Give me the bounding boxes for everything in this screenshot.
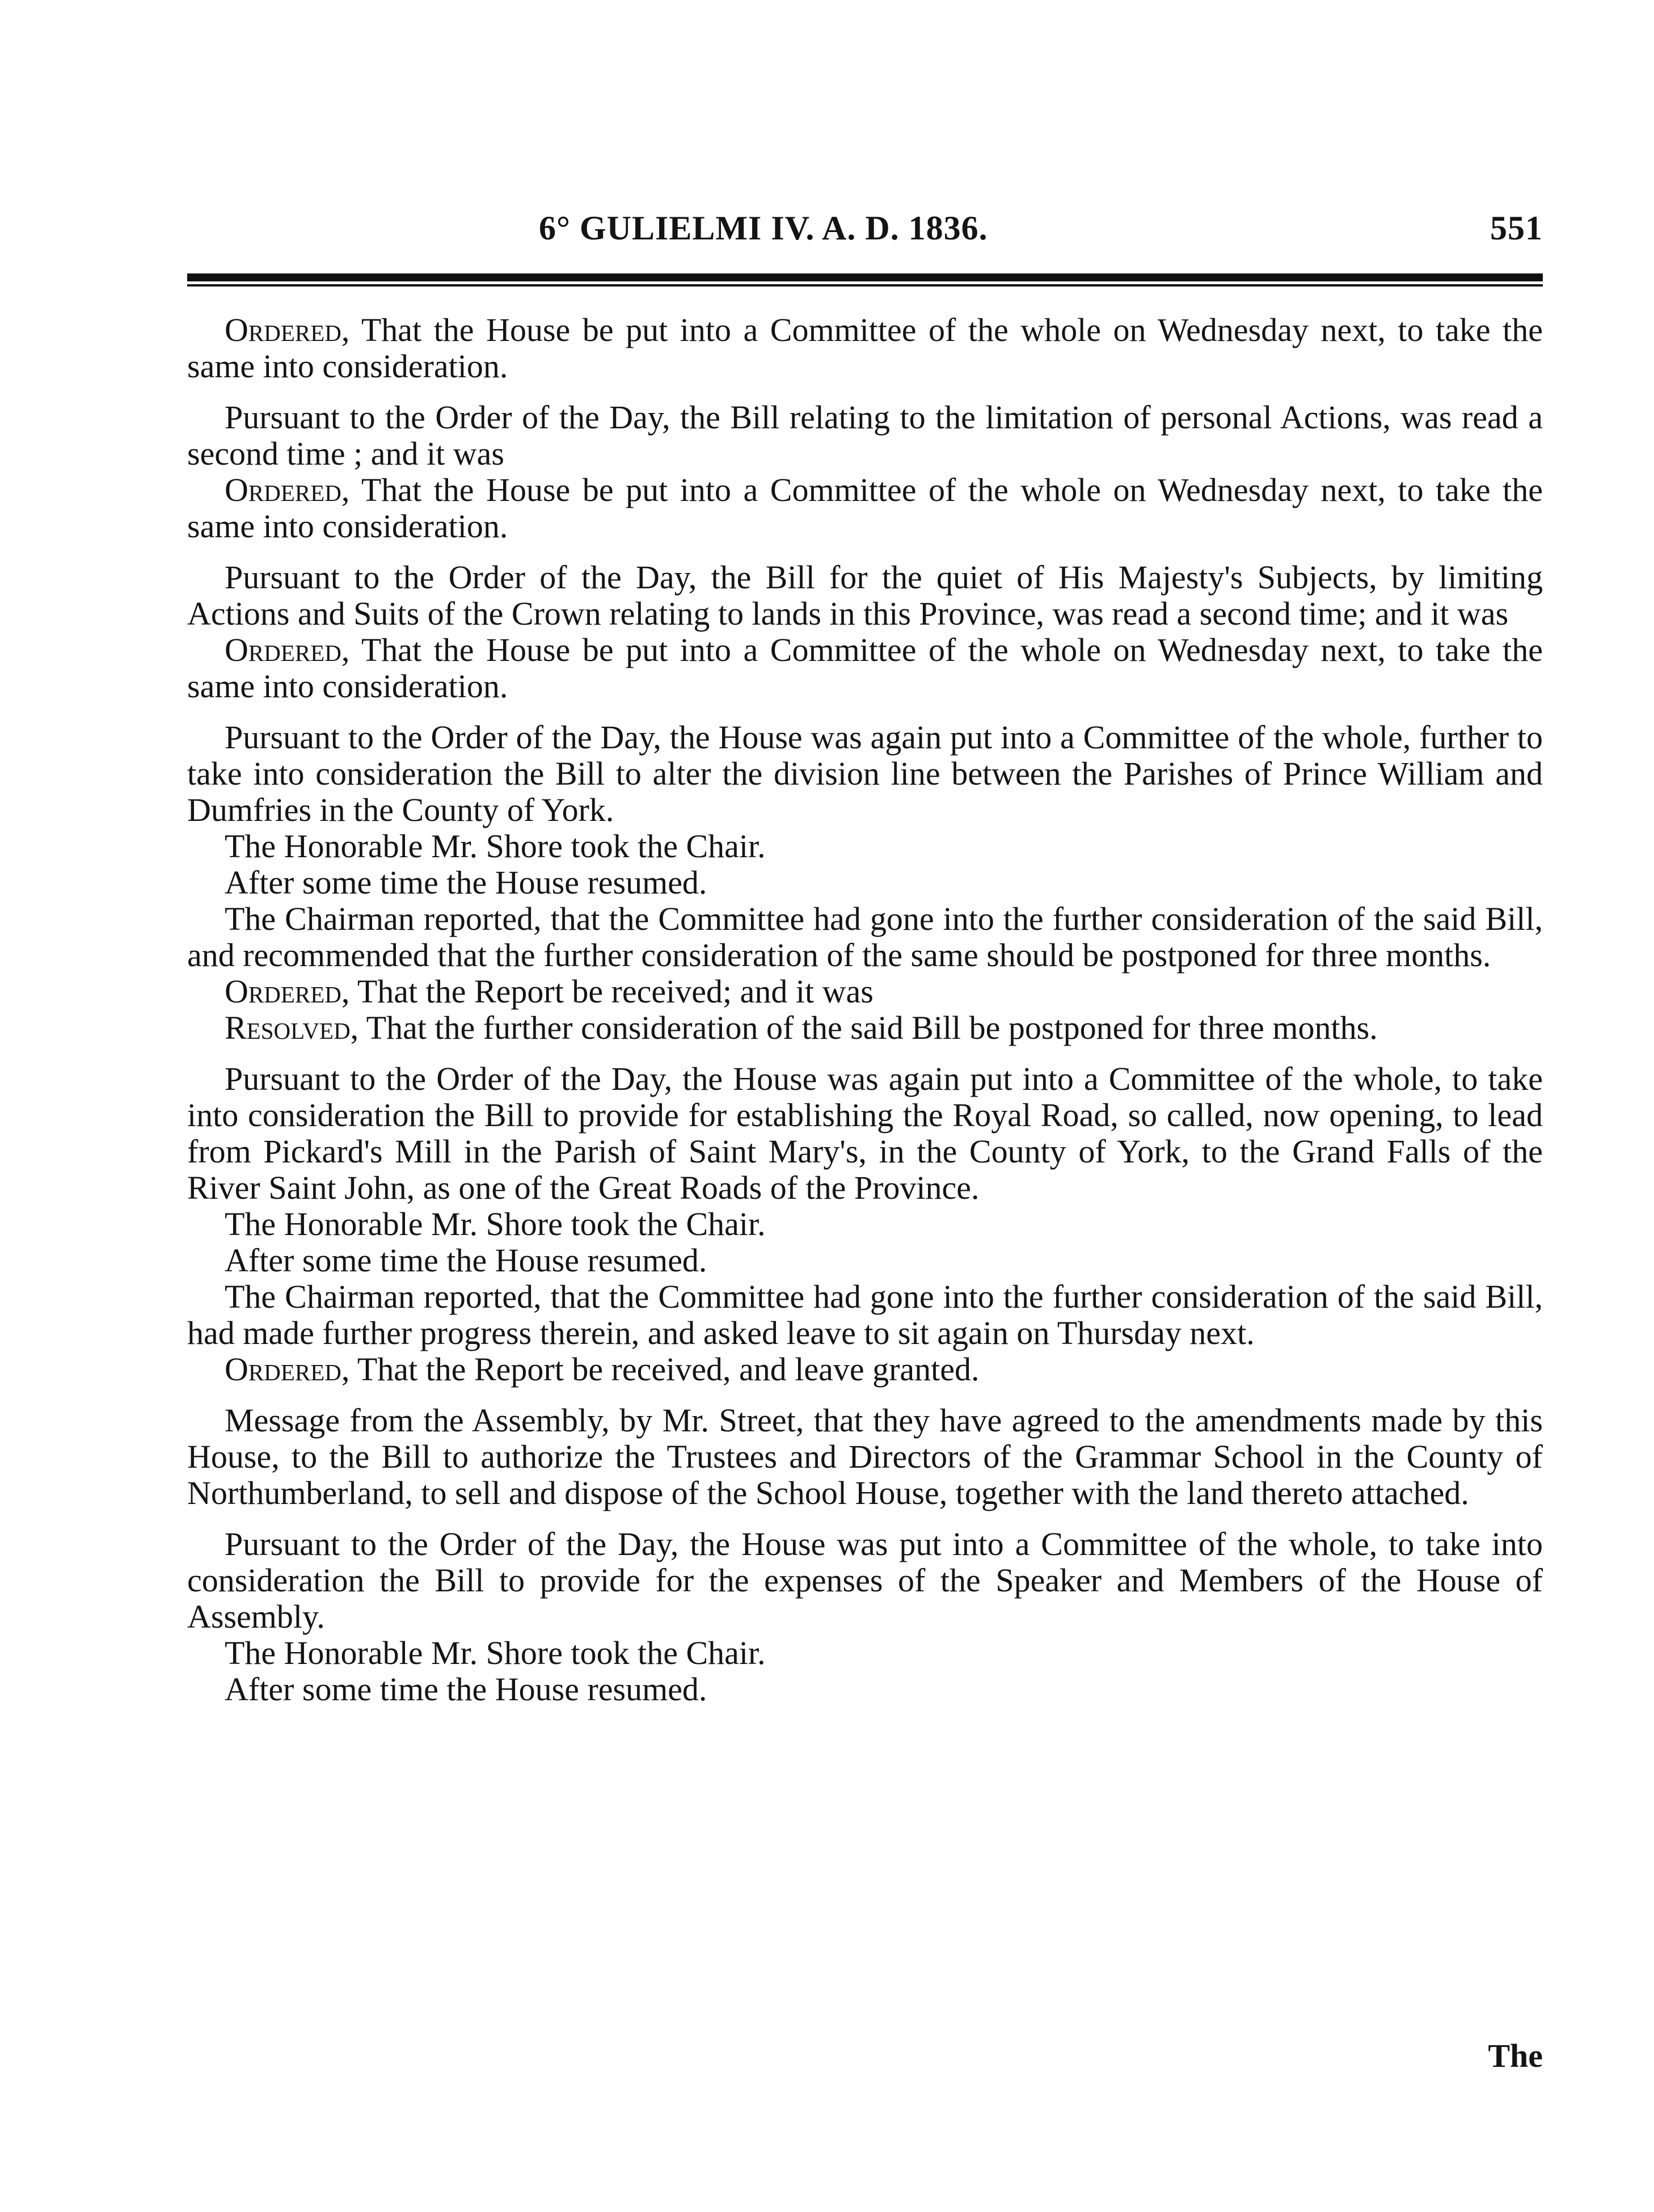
paragraph: [187, 1671, 1543, 1708]
paragraph-text: That the House be put into a Committee of the whole on Wednesday next, to take the same into consideration.: [187, 471, 1543, 545]
paragraph: [187, 901, 1543, 974]
paragraph-text: The Chairman reported, that the Committee had gone into the further consideration of the said Bill, and recommended that the further consideration of the same should be postponed for three months.: [187, 900, 1543, 974]
paragraph-text: After some time the House resumed.: [225, 1242, 707, 1279]
paragraph-text: Message from the Assembly, by Mr. Street, that they have agreed to the amendments made by this House, to the Bill to authorize the Trustees and Directors of the Grammar School in the County of Northumberland, to sell and dispose of the School House, together with the land thereto attached.: [187, 1402, 1543, 1511]
paragraph: [187, 1206, 1543, 1242]
paragraph-text: Pursuant to the Order of the Day, the House was again put into a Committee of the whole, further to take into consideration the Bill to alter the division line between the Parishes of Prince William and Dumfries in the County of York.: [187, 719, 1543, 828]
paragraph-text: Pursuant to the Order of the Day, the House was put into a Committee of the whole, to take into consideration the Bill to provide for the expenses of the Speaker and Members of the House of Assembly.: [187, 1526, 1543, 1635]
paragraph: [187, 1526, 1543, 1635]
paragraph-lead-word: Ordered,: [225, 471, 350, 508]
catchword: The: [1488, 2037, 1543, 2074]
paragraph-lead-word: Ordered,: [225, 973, 350, 1010]
running-header: [187, 209, 1543, 254]
paragraph: [187, 472, 1543, 545]
paragraph-text: Pursuant to the Order of the Day, the Bill relating to the limitation of personal Actions, was read a second time ; and it was: [187, 399, 1543, 472]
paragraph-lead-word: Resolved,: [225, 1009, 359, 1046]
paragraph-text: Pursuant to the Order of the Day, the Bill for the quiet of His Majesty's Subjects, by limiting Actions and Suits of the Crown relating to lands in this Province, was read a second time; and it was: [187, 559, 1543, 632]
paragraph-text: Pursuant to the Order of the Day, the House was again put into a Committee of the whole, to take into consideration the Bill to provide for establishing the Royal Road, so called, now opening, to lead from Pickard's Mill in the Parish of Saint Mary's, in the County of York, to the Grand Falls of the River Saint John, as one of the Great Roads of the Province.: [187, 1060, 1543, 1206]
paragraph-text: That the further consideration of the said Bill be postponed for three months.: [366, 1009, 1378, 1046]
paragraph-text: The Honorable Mr. Shore took the Chair.: [225, 828, 766, 865]
paragraph: [187, 312, 1543, 385]
journal-body: [187, 312, 1543, 1708]
paragraph-text: The Chairman reported, that the Committee had gone into the further consideration of the said Bill, had made further progress therein, and asked leave to sit again on Thursday next.: [187, 1278, 1543, 1351]
paragraph-text: The Honorable Mr. Shore took the Chair.: [225, 1634, 766, 1671]
paragraph: [187, 399, 1543, 472]
paragraph-text: After some time the House resumed.: [225, 864, 707, 901]
paragraph-text: That the House be put into a Committee of the whole on Wednesday next, to take the same into consideration.: [187, 631, 1543, 705]
paragraph: [187, 719, 1543, 828]
paragraph-text: The Honorable Mr. Shore took the Chair.: [225, 1206, 766, 1242]
paragraph-lead-word: Ordered,: [225, 311, 350, 348]
paragraph-lead-word: Ordered,: [225, 1351, 350, 1388]
paragraph: [187, 974, 1543, 1010]
paragraph: [187, 1351, 1543, 1388]
header-rule-thin: [187, 284, 1543, 286]
paragraph: [187, 559, 1543, 632]
header-rule: [187, 273, 1543, 288]
paragraph: [187, 1279, 1543, 1351]
paragraph: [187, 1242, 1543, 1279]
paragraph-text: After some time the House resumed.: [225, 1671, 707, 1708]
paragraph-text: That the Report be received, and leave granted.: [357, 1351, 980, 1388]
paragraph: [187, 1402, 1543, 1511]
paragraph-text: That the Report be received; and it was: [357, 973, 874, 1010]
running-title: 6° GULIELMI IV. A. D. 1836.: [539, 209, 988, 247]
paragraph: [187, 1061, 1543, 1206]
paragraph: [187, 865, 1543, 901]
paragraph: [187, 632, 1543, 705]
header-rule-thick: [187, 273, 1543, 281]
paragraph-lead-word: Ordered,: [225, 631, 350, 668]
paragraph: [187, 828, 1543, 865]
paragraph-text: That the House be put into a Committee of the whole on Wednesday next, to take the same into consideration.: [187, 311, 1543, 385]
paragraph: [187, 1010, 1543, 1046]
page-number: 551: [1490, 209, 1543, 247]
paragraph: [187, 1635, 1543, 1671]
